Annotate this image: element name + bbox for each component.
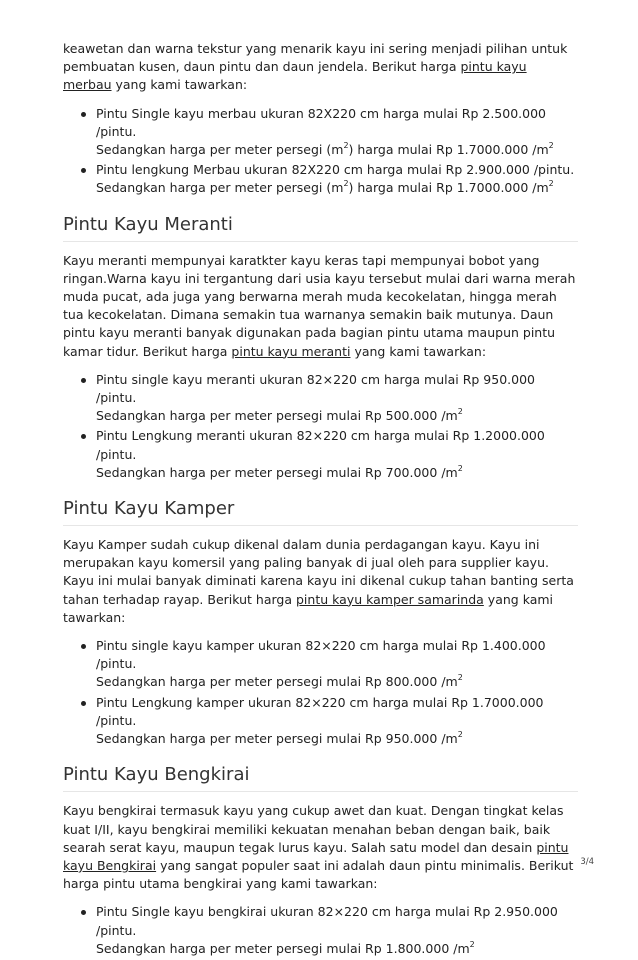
item-line: Pintu Lengkung meranti ukuran 82×220 cm harga mulai Rp 1.2000.000 /pintu.: [96, 428, 545, 462]
paragraph-text: Kayu Kamper sudah cukup dikenal dalam dunia perdagangan kayu. Kayu ini merupakan kayu komersil yang paling banyak di jual oleh para supplier kayu. Kayu ini mulai banyak diminati karena kayu ini dikenal cukup tahan banting serta tahan terhadap rayap. Berikut harga: [63, 537, 574, 607]
item-line: Sedangkan harga per meter persegi (m: [96, 142, 344, 158]
superscript: 2: [457, 407, 463, 417]
section-heading: Pintu Kayu Meranti: [63, 214, 578, 242]
section-heading: Pintu Kayu Kamper: [63, 498, 578, 526]
list-item: [63, 427, 578, 482]
paragraph-text: keawetan dan warna tekstur yang menarik kayu ini sering menjadi pilihan untuk pembuatan kusen, daun pintu dan daun jendela. Berikut harga: [63, 41, 568, 75]
item-line: ) harga mulai Rp 1.7000.000 /m: [348, 180, 549, 196]
link-pintu-kayu-meranti[interactable]: pintu kayu meranti: [231, 343, 351, 359]
bengkirai-price-list: [63, 903, 578, 958]
link-pintu-kayu-merbau[interactable]: pintu kayu merbau: [63, 59, 527, 93]
link-pintu-kayu-bengkirai[interactable]: pintu kayu Bengkirai: [63, 839, 569, 873]
bullet-icon: [81, 434, 86, 439]
paragraph-text: yang kami tawarkan:: [111, 77, 248, 93]
paragraph-text: yang sangat populer saat ini adalah daun pintu minimalis. Berikut harga pintu utama bengkirai yang kami tawarkan:: [63, 857, 574, 892]
paragraph-text: Kayu bengkirai termasuk kayu yang cukup awet dan kuat. Dengan tingkat kelas kuat I/II, kayu bengkirai memiliki kekuatan menahan beban dengan baik, baik searah serat kayu, maupun tegak lurus kayu. Salah satu model dan desain: [63, 803, 564, 855]
document-page: [63, 40, 578, 960]
item-line: Pintu single kayu meranti ukuran 82×220 cm harga mulai Rp 950.000 /pintu.: [96, 371, 536, 406]
superscript: 2: [457, 463, 463, 473]
superscript: 2: [548, 179, 554, 189]
item-line: ) harga mulai Rp 1.7000.000 /m: [348, 142, 549, 158]
item-line: Pintu Lengkung kamper ukuran 82×220 cm harga mulai Rp 1.7000.000 /pintu.: [96, 694, 544, 728]
meranti-paragraph: [63, 252, 578, 361]
bullet-icon: [81, 910, 86, 915]
list-item: [63, 371, 578, 426]
bullet-icon: [81, 168, 86, 173]
list-item: [63, 903, 578, 958]
merbau-section: [63, 40, 578, 198]
item-line: Pintu Single kayu bengkirai ukuran 82×220 cm harga mulai Rp 2.950.000 /pintu.: [96, 904, 558, 938]
superscript: 2: [469, 939, 475, 949]
list-item: [63, 694, 578, 749]
paragraph-text: Kayu meranti mempunyai karatkter kayu keras tapi mempunyai bobot yang ringan.Warna kayu ini tergantung dari usia kayu tersebut mulai dari warna merah muda pucat, ada juga yang berwarna merah muda kecokelatan, hingga merah tua kecokelatan. Dimana semakin tua warnanya semakin baik mutunya. Daun pintu kayu meranti banyak digunakan pada bagian pintu utama maupun pintu kamar tidur. Berikut harga: [63, 252, 576, 359]
item-line: Sedangkan harga per meter persegi mulai Rp 1.800.000 /m: [96, 940, 470, 956]
superscript: 2: [457, 729, 463, 739]
bullet-icon: [81, 378, 86, 383]
bengkirai-section: [63, 764, 578, 958]
superscript: 2: [343, 140, 349, 150]
superscript: 2: [548, 140, 554, 150]
section-heading: Pintu Kayu Bengkirai: [63, 764, 578, 792]
kamper-paragraph: [63, 536, 578, 627]
item-line: Sedangkan harga per meter persegi mulai Rp 800.000 /m: [96, 674, 458, 690]
item-line: Sedangkan harga per meter persegi mulai Rp 700.000 /m: [96, 464, 458, 480]
bullet-icon: [81, 644, 86, 649]
paragraph-text: yang kami tawarkan:: [350, 343, 487, 359]
item-line: Sedangkan harga per meter persegi mulai Rp 500.000 /m: [96, 408, 458, 424]
meranti-price-list: [63, 371, 578, 482]
item-line: Sedangkan harga per meter persegi mulai Rp 950.000 /m: [96, 731, 458, 747]
list-item: [63, 637, 578, 692]
merbau-paragraph: [63, 40, 578, 95]
merbau-price-list: [63, 105, 578, 198]
kamper-price-list: [63, 637, 578, 748]
list-item: [63, 105, 578, 160]
bengkirai-paragraph: [63, 802, 578, 893]
list-item: [63, 161, 578, 197]
paragraph-text: yang kami tawarkan:: [63, 591, 554, 625]
item-line: Pintu lengkung Merbau ukuran 82X220 cm harga mulai Rp 2.900.000 /pintu.: [96, 162, 575, 178]
bullet-icon: [81, 701, 86, 706]
item-line: Sedangkan harga per meter persegi (m: [96, 180, 344, 196]
item-line: Pintu single kayu kamper ukuran 82×220 cm harga mulai Rp 1.400.000 /pintu.: [96, 638, 546, 672]
superscript: 2: [343, 179, 349, 189]
kamper-section: [63, 498, 578, 748]
meranti-section: [63, 214, 578, 482]
item-line: Pintu Single kayu merbau ukuran 82X220 cm harga mulai Rp 2.500.000 /pintu.: [96, 105, 546, 139]
link-pintu-kayu-kamper[interactable]: pintu kayu kamper samarinda: [295, 591, 484, 607]
bullet-icon: [81, 112, 86, 117]
page-number: 3/4: [580, 857, 594, 867]
superscript: 2: [457, 673, 463, 683]
